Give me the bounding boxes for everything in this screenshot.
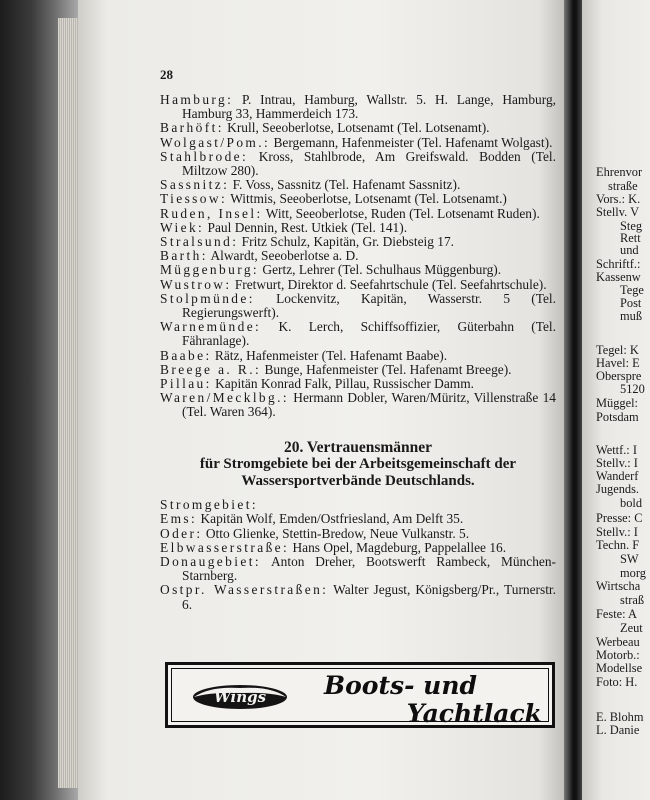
contact-entry <box>160 349 556 363</box>
wings-logo <box>190 682 290 712</box>
entry-details: Fretwurt, Direktor d. Seefahrtschule (Tel. Seefahrtschule). <box>231 276 547 292</box>
entry-location: Barth: <box>160 248 208 264</box>
right-page-line: Schriftf.: <box>596 257 641 271</box>
stromgebiet-entry <box>160 555 556 583</box>
section-number-title: 20. Vertrauensmänner <box>283 438 433 456</box>
right-page-line: Modellse <box>596 661 643 675</box>
entry-location: Ems: <box>160 511 198 527</box>
entry-location: Sassnitz: <box>160 177 230 193</box>
right-page-line: Stellv. V <box>596 205 640 219</box>
right-page-line: Oberspre <box>596 369 642 383</box>
entry-details: Otto Glienke, Stettin-Bredow, Neue Vulkanstr. 5. <box>202 525 470 541</box>
page-stack-edges <box>58 18 80 788</box>
entry-location: Elbwasserstraße: <box>160 539 290 555</box>
entry-details: P. Intrau, Hamburg, Wallstr. 5. H. Lange, Hamburg, Hamburg 33, Hammerdeich 173. <box>182 92 556 122</box>
entry-location: Stahlbrode: <box>160 148 249 164</box>
right-page-line: und <box>620 243 639 257</box>
right-page-line: SW <box>620 552 639 566</box>
right-page-line: E. Blohm <box>596 710 644 724</box>
entry-details: Kapitän Konrad Falk, Pillau, Russischer Damm. <box>211 376 474 392</box>
entry-location: Tiessow: <box>160 191 228 207</box>
contact-entry <box>160 207 556 221</box>
right-page-line: 5120 <box>620 382 645 396</box>
right-page-line: Kassenw <box>596 270 641 284</box>
entry-details: Kross, Stahlbrode, Am Greifswald. Bodden (Tel. Miltzow 280). <box>182 148 556 179</box>
right-page-line: straß <box>620 593 645 607</box>
advertisement-box <box>165 662 555 728</box>
entry-location: Pillau: <box>160 376 212 392</box>
wings-logo-text: Wings <box>213 688 267 706</box>
right-page-line: Werbeau <box>596 635 640 649</box>
entries-list-bottom <box>160 512 556 611</box>
right-page-line: Rett <box>620 231 641 245</box>
entry-location: Ostpr. Wasserstraßen: <box>160 582 329 598</box>
page-number: 28 <box>160 67 173 82</box>
entry-location: Stolpmünde: <box>160 290 255 306</box>
entry-details: F. Voss, Sassnitz (Tel. Hafenamt Sassnitz). <box>229 177 461 193</box>
contact-entry <box>160 292 556 320</box>
right-page-line: Post <box>620 296 642 310</box>
entry-details: Lockenvitz, Kapitän, Wasserstr. 5 (Tel. Regierungswerft). <box>182 290 556 321</box>
entry-location: Oder: <box>160 525 203 541</box>
book-gutter <box>564 0 584 800</box>
stromgebiet-entry <box>160 527 556 541</box>
right-page-line: Wettf.: I <box>596 443 637 457</box>
contact-entry <box>160 178 556 192</box>
right-page-line: Techn. F <box>596 538 640 552</box>
entry-details: Paul Dennin, Rest. Utkiek (Tel. 141). <box>204 219 408 235</box>
advertisement-text <box>312 672 552 728</box>
entry-details: Gertz, Lehrer (Tel. Schulhaus Müggenburg). <box>259 262 502 278</box>
right-page-line: Presse: C <box>596 511 643 525</box>
page-content <box>160 93 556 612</box>
right-page-line: straße <box>608 179 638 193</box>
ad-line-yachtlack: Yachtlack <box>406 699 542 728</box>
ad-line-boots: Boots- und <box>324 671 478 700</box>
right-page-line: Motorb.: <box>596 648 640 662</box>
entry-details: Bunge, Hafenmeister (Tel. Hafenamt Breege). <box>261 361 512 377</box>
right-page-line: Steg <box>620 219 643 233</box>
right-page-line: Ehrenvor <box>596 165 643 179</box>
entry-location: Warnemünde: <box>160 319 262 335</box>
entry-details: Kapitän Wolf, Emden/Ostfriesland, Am Delft 35. <box>197 511 464 527</box>
entry-details: Hermann Dobler, Waren/Müritz, Villenstraße 14 (Tel. Waren 364). <box>182 390 556 420</box>
entry-details: K. Lerch, Schiffsoffizier, Güterbahn (Tel. Fähranlage). <box>182 319 556 349</box>
contact-entry <box>160 278 556 292</box>
contact-entry <box>160 377 556 391</box>
entry-location: Müggenburg: <box>160 262 260 278</box>
right-page-line: bold <box>620 496 643 510</box>
entry-location: Hamburg: <box>160 92 234 107</box>
entry-details: Rätz, Hafenmeister (Tel. Hafenamt Baabe). <box>211 347 448 363</box>
entries-list-top <box>160 93 556 420</box>
right-page-line: Foto: H. <box>596 675 638 689</box>
entry-location: Donaugebiet: <box>160 553 261 569</box>
contact-entry <box>160 221 556 235</box>
section-title: für Stromgebiete bei der Arbeitsgemeinschaft der Wassersportverbände Deutschlands. <box>199 456 517 489</box>
contact-entry <box>160 320 556 348</box>
contact-entry <box>160 363 556 377</box>
entry-details: Bergemann, Hafenmeister (Tel. Hafenamt Wolgast). <box>270 134 553 150</box>
advertisement-inner-frame <box>171 668 549 728</box>
right-page-line: Tege <box>620 283 644 297</box>
entry-location: Wiek: <box>160 219 205 235</box>
right-page-line: Wirtscha <box>596 579 641 593</box>
contact-entry <box>160 192 556 206</box>
entry-location: Stralsund: <box>160 234 239 250</box>
contact-entry <box>160 249 556 263</box>
contact-entry <box>160 121 556 135</box>
section-heading <box>160 440 556 490</box>
stromgebiet-entry <box>160 583 556 611</box>
entry-details: Hans Opel, Magdeburg, Pappelallee 16. <box>289 539 507 555</box>
entry-location: Breege a. R.: <box>160 361 262 377</box>
entry-location: Ruden, Insel: <box>160 205 263 221</box>
right-page-line: Müggel: <box>596 396 638 410</box>
stromgebiet-subheading: Stromgebiet: <box>160 497 258 513</box>
right-page-line: Stellv.: I <box>596 456 638 470</box>
contact-entry <box>160 136 556 150</box>
right-page-line: Vors.: K. <box>596 192 641 206</box>
right-page-line: Jugends. <box>596 482 640 496</box>
right-page-line: Zeut <box>620 621 643 635</box>
right-page-line: Tegel: K <box>596 343 639 357</box>
right-page-line: Wanderf <box>596 469 639 483</box>
entry-location: Waren/Mecklbg.: <box>160 390 289 406</box>
stromgebiet-entry <box>160 512 556 526</box>
entry-details: Walter Jegust, Königsberg/Pr., Turnerstr. 6. <box>182 582 557 612</box>
contact-entry <box>160 391 556 419</box>
entry-location: Barhöft: <box>160 120 224 136</box>
contact-entry <box>160 93 556 121</box>
contact-entry <box>160 150 556 178</box>
right-page-line: morg <box>620 566 646 580</box>
right-page-line: Potsdam <box>596 410 639 424</box>
right-page-line: Stellv.: I <box>596 525 638 539</box>
right-page <box>582 0 650 800</box>
contact-entry <box>160 263 556 277</box>
entry-details: Fritz Schulz, Kapitän, Gr. Diebsteig 17. <box>238 234 455 250</box>
entry-details: Alwardt, Seeoberlotse a. D. <box>207 248 359 264</box>
entry-location: Wolgast/Pom.: <box>160 134 271 150</box>
stromgebiet-entry <box>160 541 556 555</box>
contact-entry <box>160 235 556 249</box>
entry-details: Wittmis, Seeoberlotse, Lotsenamt (Tel. Lotsenamt.) <box>227 191 507 207</box>
entry-details: Krull, Seeoberlotse, Lotsenamt (Tel. Lotsenamt). <box>223 120 490 136</box>
right-page-line: Feste: A <box>596 607 637 621</box>
right-page-line: Havel: E <box>596 356 640 370</box>
entry-location: Wustrow: <box>160 276 232 292</box>
right-page-line: L. Danie <box>596 723 640 737</box>
entry-location: Baabe: <box>160 347 212 363</box>
entry-details: Witt, Seeoberlotse, Ruden (Tel. Lotsenamt Ruden). <box>262 205 540 221</box>
entry-details: Anton Dreher, Bootswerft Rambeck, München-Starnberg. <box>182 553 556 584</box>
right-page-line: muß <box>620 309 643 323</box>
